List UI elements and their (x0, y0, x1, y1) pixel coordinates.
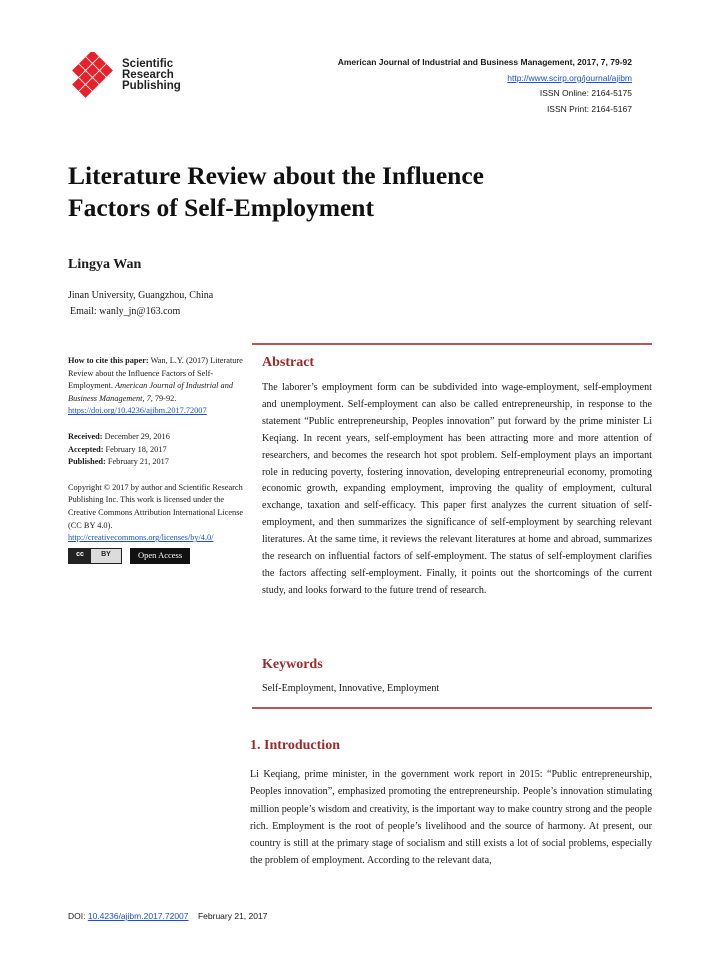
sidebar (68, 355, 248, 564)
issn-online: ISSN Online: 2164-5175 (539, 88, 632, 98)
author-name: Lingya Wan (68, 257, 142, 272)
keywords-text: Self-Employment, Innovative, Employment (262, 683, 440, 694)
abstract-text: The laborer’s employment form can be subdivided into wage-employment, self-employment and unemployment. Self-employment can also be called entrepreneurship, in response to the statement “Public entrepreneurship, Peoples innovation” put forward by the prime minister Li Keqiang. In recent years, self-employment has been attracting more and more attention of researchers, and becomes the research hot spot problem. Self-employment plays an important role in reducing poverty, fostering innovation, developing entrepreneurial economy, promoting economic growth, expanding employment, improving the quality of employment, cultural exchange, taxation and self-efficacy. This paper first analyzes the current situation of self-employment, and then summarizes the significance of self-employment by searching relevant literatures. At the same time, it reviews the relevant literatures at home and abroad, summarizes the research on influential factors of self-employment. The status of self-employment clarifies the factors affecting self-employment. Finally, it points out the shortcomings of the current study, and looks forward to the future trend of research. (262, 382, 652, 596)
publisher-logo-icon (68, 52, 120, 102)
author-email: Email: wanly_jn@163.com (70, 306, 181, 317)
issn-print: ISSN Print: 2164-5167 (546, 103, 632, 114)
journal-citation: American Journal of Industrial and Business Management, 2017, 7, 79-92 (337, 57, 632, 67)
license-link[interactable]: http://creativecommons.org/licenses/by/4.0/ (68, 533, 214, 543)
introduction-heading: 1. Introduction (250, 738, 340, 753)
abstract-top-rule (252, 343, 652, 345)
footer-doi-label: DOI: (68, 911, 88, 921)
cc-by-badge[interactable] (68, 548, 122, 564)
cite-authors: Wan, L.Y. (2017) Literature Review about the Influence Factors of Self-Employment. (68, 356, 243, 391)
dates-block (68, 431, 248, 469)
received-date: December 29, 2016 (102, 431, 170, 441)
license-badges (68, 548, 248, 564)
doi-link[interactable]: https://doi.org/10.4236/ajibm.2017.72007 (68, 406, 207, 416)
copyright-block (68, 482, 248, 564)
abstract-heading: Abstract (262, 355, 315, 370)
publisher-name (122, 59, 181, 92)
cite-label: How to cite this paper: (68, 356, 149, 365)
publisher-name-line: Scientific (122, 58, 174, 70)
paper-title (68, 160, 628, 224)
introduction-text: Li Keqiang, prime minister, in the government work report in 2015: “Public entrepreneurship, Peoples innovation”, emphasized promoting the entrepreneurship. People’s innovation stimulating million people’s wisdom and creativity, is the important way to make country strong and the people rich. Employment is the root of people’s livelihood and the source of harmony. At present, our country is still at the primary stage of socialism and still exists a lot of social problems, especially the problem of employment. According to the relevant data, (250, 769, 652, 867)
publisher-name-line: Research (122, 69, 174, 81)
journal-url-link[interactable]: http://www.scirp.org/journal/ajibm (507, 72, 632, 83)
publisher-name-line: Publishing (122, 80, 181, 92)
cite-pages: 79-92. (152, 393, 177, 403)
keywords-bottom-rule (252, 707, 652, 709)
page-footer (68, 911, 267, 921)
affiliation: Jinan University, Guangzhou, China (68, 290, 214, 301)
received-label: Received: (68, 431, 103, 441)
journal-info (338, 55, 632, 117)
by-icon: BY (91, 549, 121, 563)
accepted-date: February 18, 2017 (103, 444, 167, 454)
paper-title-line: Literature Review about the Influence (68, 161, 484, 190)
publisher-logo (68, 52, 198, 102)
footer-date: February 21, 2017 (197, 911, 268, 921)
keywords-heading: Keywords (262, 657, 323, 672)
accepted-label: Accepted: (68, 444, 104, 454)
open-access-badge[interactable]: Open Access (130, 548, 190, 564)
footer-doi-link[interactable]: 10.4236/ajibm.2017.72007 (87, 911, 189, 921)
cc-icon: cc (69, 549, 91, 563)
paper-title-line: Factors of Self-Employment (68, 193, 374, 222)
affiliation-block (68, 288, 213, 320)
published-date: February 21, 2017 (105, 457, 169, 467)
published-label: Published: (68, 457, 106, 467)
citation-block (68, 355, 248, 418)
cite-journal: American Journal of Industrial and Business Management, 7, (68, 381, 234, 403)
copyright-text: Copyright © 2017 by author and Scientific Research Publishing Inc. This work is licensed under the Creative Commons Attribution International License (CC BY 4.0). (68, 482, 244, 530)
